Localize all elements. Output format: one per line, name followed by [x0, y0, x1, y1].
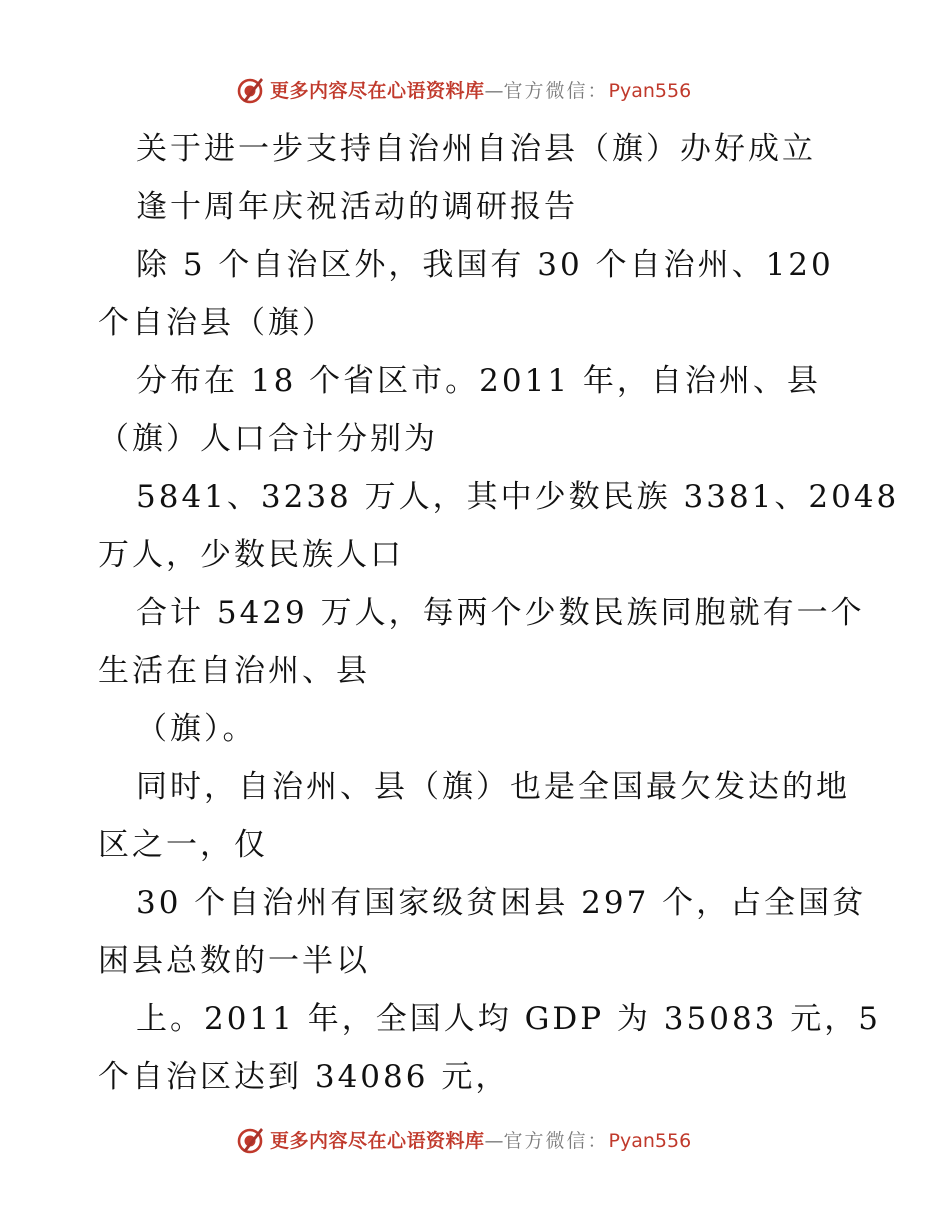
banner-wechat-id: Pyan556 [608, 80, 692, 102]
text-line: 个自治县（旗） [98, 305, 336, 341]
text-line: 个自治区达到 34086 元， [98, 1059, 510, 1095]
text-line: 除 5 个自治区外，我国有 30 个自治州、120 [136, 247, 834, 283]
banner-separator: — [484, 1130, 504, 1152]
quill-logo-icon [234, 74, 266, 106]
banner-wechat-label: 官方微信： [503, 1130, 609, 1152]
banner-wechat-id: Pyan556 [608, 1130, 692, 1152]
text-line: 上。2011 年，全国人均 GDP 为 35083 元，5 [136, 1001, 881, 1037]
text-line: （旗）人口合计分别为 [98, 421, 438, 457]
text-line: 分布在 18 个省区市。2011 年，自治州、县 [136, 363, 821, 399]
banner-text [270, 1127, 691, 1155]
text-line: 困县总数的一半以 [98, 943, 370, 979]
text-line: （旗）。 [136, 711, 257, 747]
text-line: 逢十周年庆祝活动的调研报告 [136, 189, 578, 225]
document-body [98, 120, 900, 1106]
banner-separator: — [484, 80, 504, 102]
banner-main-text: 更多内容尽在心语资料库 [270, 80, 485, 102]
banner-wechat-label: 官方微信： [503, 80, 609, 102]
text-line: 同时，自治州、县（旗）也是全国最欠发达的地 [136, 769, 850, 805]
text-line: 30 个自治州有国家级贫困县 297 个，占全国贫 [136, 885, 867, 921]
banner-text [270, 77, 691, 105]
footer-banner [0, 1122, 950, 1158]
text-line: 合计 5429 万人，每两个少数民族同胞就有一个 [136, 595, 865, 631]
header-banner [0, 72, 950, 108]
text-line: 生活在自治州、县 [98, 653, 370, 689]
text-line: 万人，少数民族人口 [98, 537, 404, 573]
text-line: 关于进一步支持自治州自治县（旗）办好成立 [136, 131, 816, 167]
quill-logo-icon [234, 1124, 266, 1156]
text-line: 区之一，仅 [98, 827, 268, 863]
banner-main-text: 更多内容尽在心语资料库 [270, 1130, 485, 1152]
text-line: 5841、3238 万人，其中少数民族 3381、2048 [136, 479, 900, 515]
